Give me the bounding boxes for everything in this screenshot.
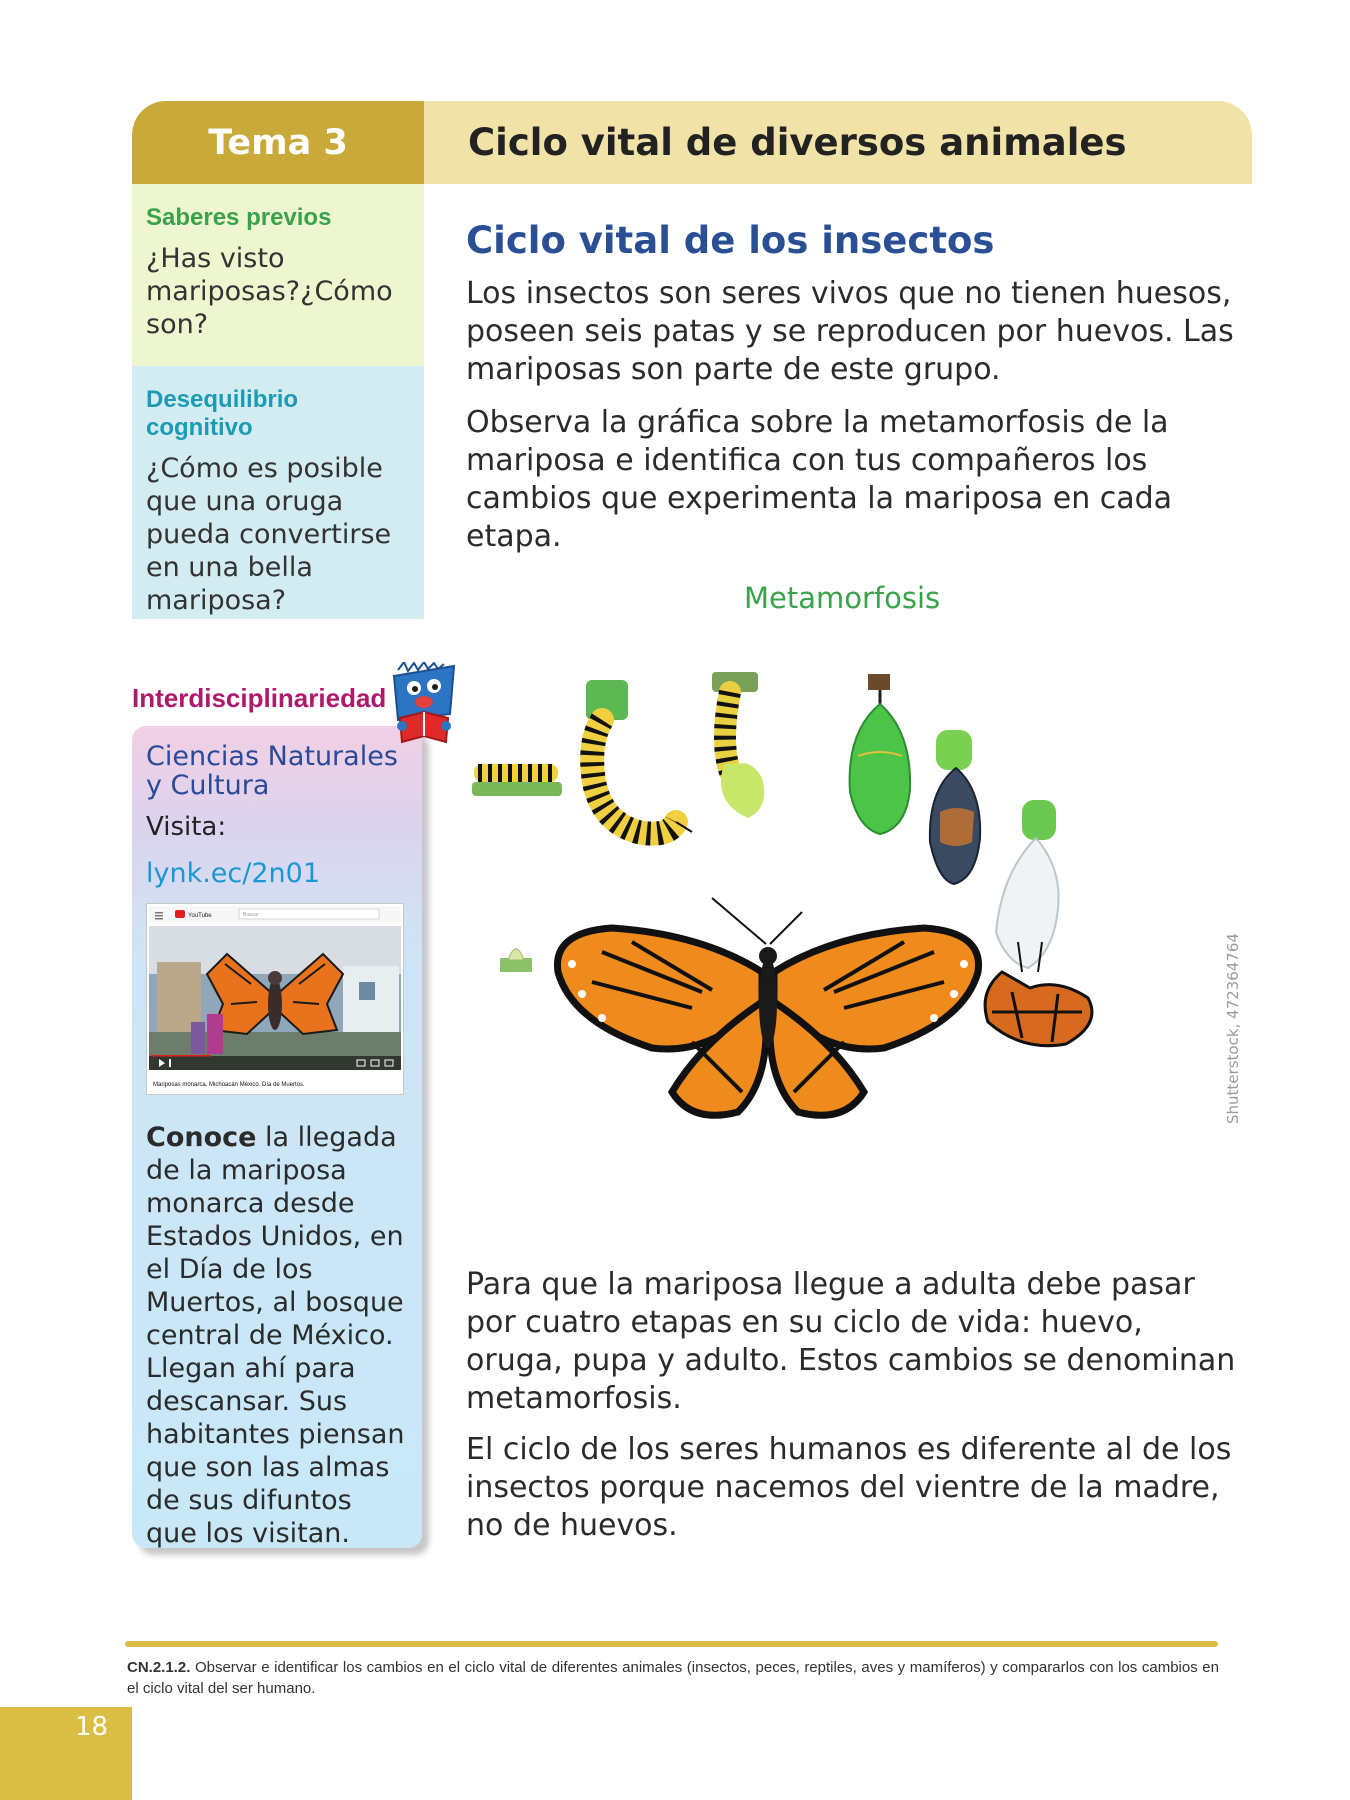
video-search-box	[239, 909, 379, 919]
inter-body	[146, 1121, 408, 1550]
page-title-bar	[424, 101, 1252, 184]
saberes-previos-text: ¿Has visto mariposas?¿Cómo son?	[146, 243, 393, 340]
tema-tab	[132, 101, 424, 184]
egg-stage-icon	[500, 949, 532, 972]
green-chrysalis-icon	[850, 674, 911, 834]
desequilibrio-box	[132, 366, 424, 619]
video-caption: Mariposas monarca, Michoacán México. Día de Muertos.	[153, 1082, 305, 1088]
tema-label: Tema 3	[208, 122, 348, 163]
paragraph-1: Los insectos son seres vivos que no tienen huesos, poseen seis patas y se reproducen por huevos. Las mariposas son parte de este grupo.	[466, 276, 1234, 387]
figure-title: Metamorfosis	[744, 581, 941, 615]
dark-chrysalis-icon	[930, 730, 980, 884]
video-search-placeholder: Buscar	[243, 912, 259, 918]
desequilibrio-text: ¿Cómo es posible que una oruga pueda convertirse en una bella mariposa?	[146, 453, 392, 616]
interdisciplinariedad-card	[132, 726, 422, 1548]
emerging-butterfly-icon	[985, 800, 1092, 1046]
adult-butterfly-icon	[557, 898, 978, 1115]
metamorphosis-illustration	[462, 672, 1232, 1208]
desequilibrio-heading: Desequilibrio cognitivo	[146, 386, 299, 441]
section-title: Ciclo vital de los insectos	[466, 219, 995, 262]
hanging-caterpillar-icon	[586, 680, 692, 834]
image-credit	[1224, 933, 1244, 1124]
small-caterpillar-icon	[472, 764, 562, 796]
footer-skill-text	[127, 1657, 1219, 1699]
inter-link[interactable]: lynk.ec/2n01	[146, 858, 321, 889]
prepupa-icon	[712, 672, 764, 818]
saberes-previos-heading: Saberes previos	[146, 204, 332, 231]
inter-visita-label: Visita:	[146, 812, 227, 842]
video-thumbnail[interactable]	[146, 903, 404, 1095]
footer-skill-code: CN.2.1.2.	[127, 1659, 191, 1676]
video-brand: YouTube	[188, 913, 212, 919]
image-credit-text: Shutterstock, 472364764	[1224, 933, 1242, 1124]
video-thumbnail-image	[147, 904, 403, 1094]
interdisciplinariedad-heading: Interdisciplinariedad	[132, 683, 387, 713]
page-number: 18	[75, 1712, 109, 1742]
book-mascot-icon	[384, 662, 464, 752]
paragraph-3: Para que la mariposa llegue a adulta debe pasar por cuatro etapas en su ciclo de vida: huevo, oruga, pupa y adulto. Estos cambios se denominan metamorfosis.	[466, 1267, 1236, 1416]
inter-subject: Ciencias Naturales y Cultura	[146, 741, 398, 801]
paragraph-4: El ciclo de los seres humanos es diferente al de los insectos porque nacemos del vientre de la madre, no de huevos.	[466, 1432, 1232, 1543]
footer-divider	[125, 1641, 1218, 1647]
inter-body-text: la llegada de la mariposa monarca desde Estados Unidos, en el Día de los Muertos, al bosque central de México. Llegan ahí para descansar. Sus habitantes piensan que son las almas de sus difuntos que los visitan.	[146, 1122, 405, 1549]
youtube-logo-icon	[175, 910, 185, 918]
saberes-previos-box	[132, 184, 424, 366]
page-title: Ciclo vital de diversos animales	[468, 121, 1127, 164]
paragraph-2: Observa la gráfica sobre la metamorfosis de la mariposa e identifica con tus compañeros los cambios que experimenta la mariposa en cada etapa.	[466, 405, 1173, 554]
page-number-box	[0, 1707, 132, 1800]
inter-body-bold: Conoce	[146, 1122, 257, 1153]
footer-skill-description: Observar e identificar los cambios en el ciclo vital de diferentes animales (insectos, peces, reptiles, aves y mamíferos) y compararlos con los cambios en el ciclo vital del ser humano.	[127, 1659, 1219, 1697]
